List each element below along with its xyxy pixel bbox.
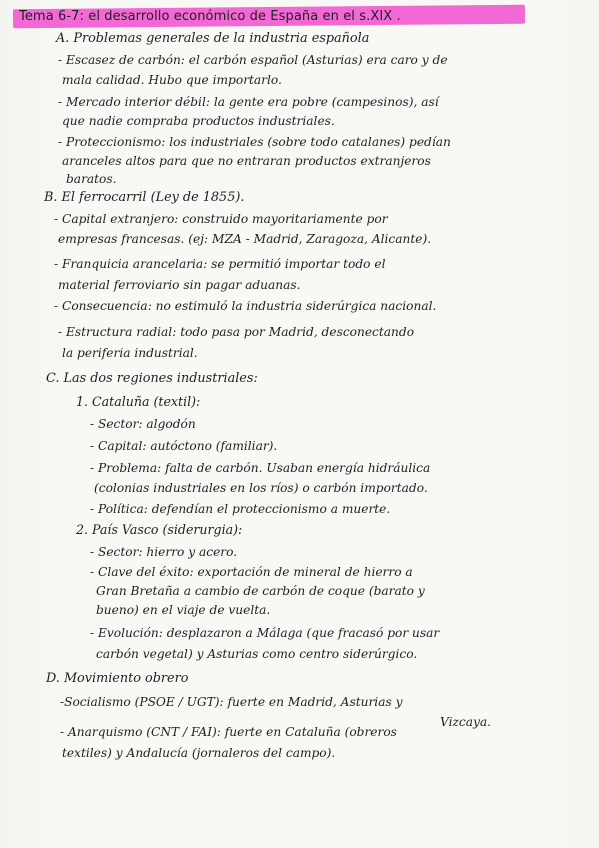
section-d-item2-line2: textiles) y Andalucía (jornaleros del campo). bbox=[62, 746, 336, 760]
section-d-heading: D. Movimiento obrero bbox=[46, 671, 189, 686]
section-c-sub1-item4: - Política: defendían el proteccionismo a muerte. bbox=[90, 502, 391, 516]
section-c-sub2-item3-line2: carbón vegetal) y Asturias como centro siderúrgico. bbox=[96, 647, 418, 661]
section-b-item1-line2: empresas francesas. (ej: MZA - Madrid, Zaragoza, Alicante). bbox=[58, 232, 432, 246]
section-a-item3-line2: aranceles altos para que no entraran productos extranjeros bbox=[62, 154, 431, 168]
section-c-sub2-item2-line2: Gran Bretaña a cambio de carbón de coque (barato y bbox=[96, 584, 425, 598]
section-a-item2-line2: que nadie compraba productos industriales. bbox=[62, 114, 335, 128]
section-c-sub2-item2-line3: bueno) en el viaje de vuelta. bbox=[96, 603, 271, 617]
section-a-item1-line2: mala calidad. Hubo que importarlo. bbox=[62, 73, 282, 87]
section-d-item1-line1: -Socialismo (PSOE / UGT): fuerte en Madrid, Asturias y bbox=[60, 695, 403, 709]
section-b-item2-line1: - Franquicia arancelaria: se permitió importar todo el bbox=[54, 257, 386, 271]
section-a-heading: A. Problemas generales de la industria española bbox=[56, 31, 370, 46]
section-a-item1-line1: - Escasez de carbón: el carbón español (Asturias) era caro y de bbox=[58, 53, 448, 67]
section-c-sub2-item2-line1: - Clave del éxito: exportación de mineral de hierro a bbox=[90, 565, 413, 579]
section-c-heading: C. Las dos regiones industriales: bbox=[46, 371, 258, 386]
section-b-item1-line1: - Capital extranjero: construido mayoritariamente por bbox=[54, 212, 388, 226]
section-b-item3-line1: - Consecuencia: no estimuló la industria siderúrgica nacional. bbox=[54, 299, 437, 313]
title-highlight-block bbox=[13, 6, 525, 27]
section-c-sub1-heading: 1. Cataluña (textil): bbox=[76, 394, 201, 409]
section-c-sub2-item1: - Sector: hierro y acero. bbox=[90, 545, 238, 559]
section-b-heading: B. El ferrocarril (Ley de 1855). bbox=[44, 190, 245, 205]
section-b-item2-line2: material ferroviario sin pagar aduanas. bbox=[58, 278, 301, 292]
page-title: Tema 6-7: el desarrollo económico de España en el s.XIX . bbox=[19, 9, 401, 24]
section-c-sub1-item1: - Sector: algodón bbox=[90, 417, 196, 431]
section-a-item3-line3: baratos. bbox=[66, 172, 117, 186]
section-b-item4-line1: - Estructura radial: todo pasa por Madrid, desconectando bbox=[58, 325, 415, 339]
section-d-item1-line2: Vizcaya. bbox=[440, 715, 492, 729]
section-d-item2-line1: - Anarquismo (CNT / FAI): fuerte en Cataluña (obreros bbox=[60, 725, 397, 739]
section-c-sub2-heading: 2. País Vasco (siderurgia): bbox=[76, 522, 243, 537]
section-a-item2-line1: - Mercado interior débil: la gente era pobre (campesinos), así bbox=[58, 95, 439, 109]
section-b-item4-line2: la periferia industrial. bbox=[62, 346, 198, 360]
section-c-sub2-item3-line1: - Evolución: desplazaron a Málaga (que fracasó por usar bbox=[90, 626, 440, 640]
section-c-sub1-item3-line1: - Problema: falta de carbón. Usaban energía hidráulica bbox=[90, 461, 431, 475]
section-a-item3-line1: - Proteccionismo: los industriales (sobre todo catalanes) pedían bbox=[58, 135, 451, 149]
section-c-sub1-item3-line2: (colonias industriales en los ríos) o carbón importado. bbox=[94, 481, 428, 495]
section-c-sub1-item2: - Capital: autóctono (familiar). bbox=[90, 439, 278, 453]
